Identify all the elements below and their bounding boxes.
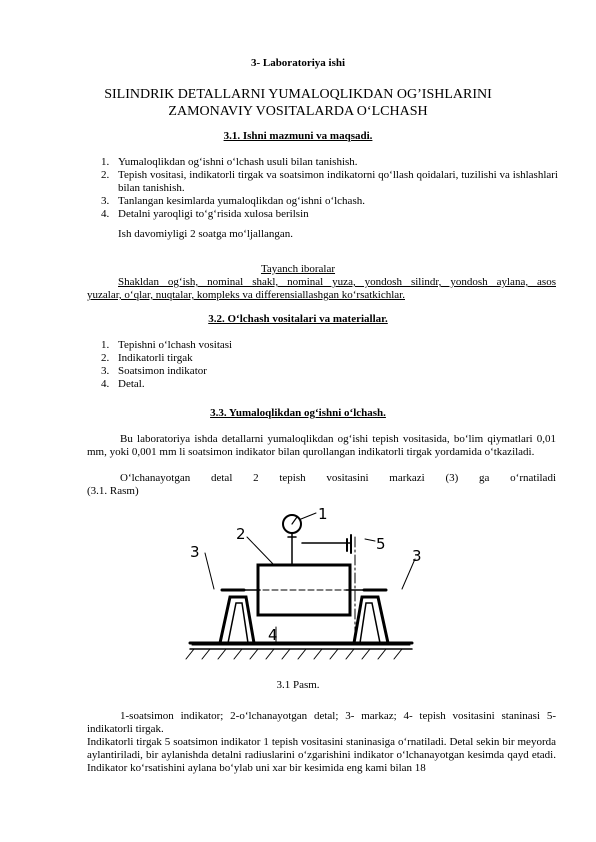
main-title-line1: SILINDRIK DETALLARNI YUMALOQLIKDAN OG’ISHLARINI — [104, 87, 492, 102]
list-item: 3. Tanlangan kesimlarda yumaloqlikdan og‘ishni o‘lchash. — [101, 195, 365, 207]
section3-paragraph1: Bu laboratoriya ishda detallarni yumaloqlikdan og‘ishi tepish vositasida, bo‘lim qiymatlari 0,01 mm, yoki 0,001 mm li soatsimon indikator bilan qurollangan indikatorli tirgak yordamida o‘tkaziladi. — [87, 433, 556, 458]
keywords-line2: yuzalar, o‘qlar, nuqtalar, kompleks va differensiallashgan ko‘rsatkichlar. — [87, 289, 405, 301]
figure-label-3-left: 3 — [190, 543, 200, 561]
section2-heading: 3.2. O‘lchash vositalari va materiallar. — [208, 313, 388, 325]
figure-label-3-right: 3 — [412, 547, 422, 565]
main-title-line2: ZAMONAVIY VOSITALARDA O‘LCHASH — [168, 104, 428, 119]
figure-caption: 3.1 Pasm. — [276, 679, 320, 691]
list-item: 4. Detalni yaroqligi to‘g‘risida xulosa berilsin — [101, 208, 309, 220]
figure-legend: 1-soatsimon indikator; 2-o‘lchanayotgan detal; 3- markaz; 4- tepish vositasini staninasi 5- indikatorli tirgak. — [87, 710, 556, 735]
list-item: 2. Indikatorli tirgak — [101, 352, 193, 364]
figure-label-2: 2 — [236, 525, 246, 543]
keywords-line1: Shakldan og‘ish, nominal shakl, nominal yuza, yondosh silindr, yondosh aylana, asos — [118, 276, 556, 288]
left-center-stand — [220, 597, 254, 643]
section3-heading: 3.3. Yumaloqlikdan og‘ishni o‘lchash. — [210, 407, 386, 419]
runout-measurement-figure — [150, 497, 450, 677]
section2-list — [101, 339, 558, 391]
list-item: 4. Detal. — [101, 378, 145, 390]
list-item: 2. Tepish vositasi, indikatorli tirgak va soatsimon indikatorni qo‘llash qoidalari, tuzilishi va ishlashlari bilan tanishish. — [101, 169, 558, 194]
figure-label-1: 1 — [318, 505, 328, 523]
list-item: 1. Yumaloqlikdan og‘ishni o‘lchash usuli bilan tanishish. — [101, 156, 358, 168]
list-item: 1. Tepishni o‘lchash vositasi — [101, 339, 233, 351]
figure-svg — [150, 497, 450, 677]
section3-paragraph2-line2: (3.1. Rasm) — [87, 485, 139, 497]
lab-title: 3- Laboratoriya ishi — [250, 57, 346, 69]
figure-label-5: 5 — [376, 535, 386, 553]
figure-label-4: 4 — [268, 626, 278, 644]
right-center-stand — [354, 597, 388, 643]
keywords-title: Tayanch iboralar — [260, 263, 336, 275]
section1-heading: 3.1. Ishni mazmuni va maqsadi. — [223, 130, 373, 142]
duration-note: Ish davomiyligi 2 soatga mo‘ljallangan. — [118, 228, 294, 240]
main-title — [60, 86, 536, 120]
section3-paragraph2-line1: O‘lchanayotgan detal 2 tepish vositasini markazi (3) ga o‘rnatiladi — [120, 472, 556, 484]
section1-list — [101, 156, 558, 221]
list-item: 3. Soatsimon indikator — [101, 365, 207, 377]
final-paragraph: Indikatorli tirgak 5 soatsimon indikator 1 tepish vositasini staninasiga o‘rnatiladi. Detal sekin bir meyorda aylantiriladi, bir aylanishda detalni radiuslarini o‘zgarishini indikator o‘lchanayotgan kesimda qayd etadi. Indikator ko‘rsatishini aylana bo‘ylab uni xar bir kesimida eng kami bilan 18 — [87, 736, 556, 774]
